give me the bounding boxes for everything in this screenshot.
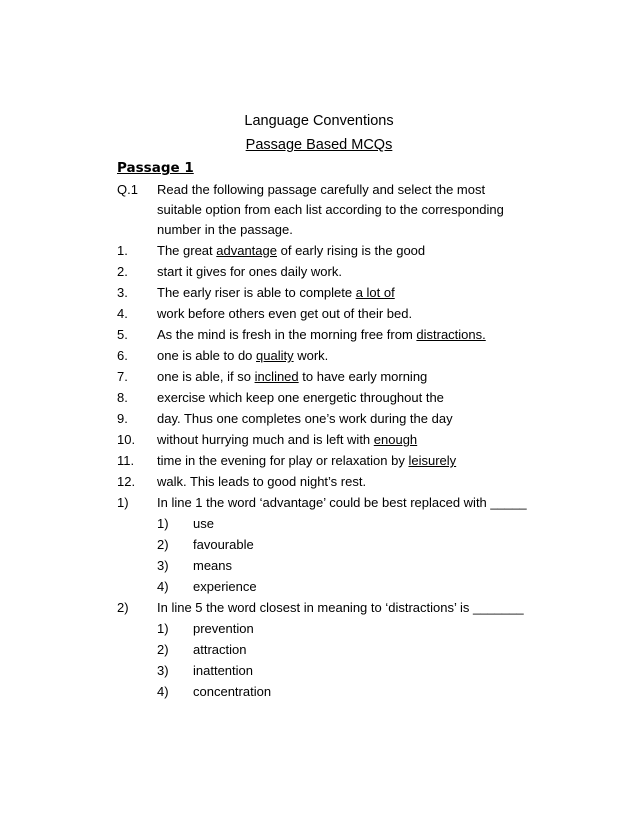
line-text: walk. This leads to good night’s rest. bbox=[157, 474, 367, 489]
line-text: time in the evening for play or relaxation by leisurely bbox=[157, 453, 457, 468]
line-text: The great advantage of early rising is the good bbox=[157, 243, 426, 258]
line-text: start it gives for ones daily work. bbox=[157, 264, 342, 279]
underlined-word: distractions. bbox=[416, 327, 486, 342]
underlined-word: quality bbox=[256, 348, 294, 363]
option-text: experience bbox=[193, 579, 257, 594]
line-number: 3. bbox=[117, 285, 128, 300]
option-number: 4) bbox=[157, 684, 169, 699]
line-number: 8. bbox=[117, 390, 128, 405]
line-number: 6. bbox=[117, 348, 128, 363]
instruction-number: Q.1 bbox=[117, 182, 138, 197]
line-number: 7. bbox=[117, 369, 128, 384]
option-number: 3) bbox=[157, 663, 169, 678]
page-subtitle bbox=[0, 137, 638, 153]
line-number: 10. bbox=[117, 432, 136, 447]
line-text: without hurrying much and is left with enough bbox=[157, 432, 418, 447]
page-title: Language Conventions bbox=[244, 113, 394, 129]
question-text: In line 5 the word closest in meaning to ‘distractions’ is _______ bbox=[157, 600, 524, 615]
underlined-word: leisurely bbox=[408, 453, 457, 468]
option-text: favourable bbox=[193, 537, 254, 552]
question-text: In line 1 the word ‘advantage’ could be best replaced with _____ bbox=[157, 495, 527, 510]
line-number: 4. bbox=[117, 306, 128, 321]
instruction-text: Read the following passage carefully and select the most bbox=[157, 182, 486, 197]
option-text: means bbox=[193, 558, 233, 573]
option-text: inattention bbox=[193, 663, 253, 678]
line-text: work before others even get out of their bed. bbox=[157, 306, 413, 321]
option-text: concentration bbox=[193, 684, 272, 699]
instruction-text: suitable option from each list according to the corresponding bbox=[157, 202, 504, 217]
underlined-word: inclined bbox=[254, 369, 299, 384]
option-number: 1) bbox=[157, 516, 169, 531]
underlined-word: enough bbox=[373, 432, 418, 447]
line-number: 9. bbox=[117, 411, 128, 426]
line-text: one is able, if so inclined to have early morning bbox=[157, 369, 428, 384]
line-number: 11. bbox=[117, 453, 135, 468]
question-number: 2) bbox=[117, 600, 129, 615]
passage-heading: Passage 1 bbox=[117, 160, 194, 176]
line-number: 2. bbox=[117, 264, 128, 279]
option-number: 1) bbox=[157, 621, 169, 636]
option-number: 2) bbox=[157, 642, 169, 657]
line-text: one is able to do quality work. bbox=[157, 348, 329, 363]
option-number: 3) bbox=[157, 558, 169, 573]
option-text: prevention bbox=[193, 621, 254, 636]
line-text: The early riser is able to complete a lot of bbox=[157, 285, 395, 300]
line-number: 1. bbox=[117, 243, 128, 258]
underlined-word: advantage bbox=[216, 243, 277, 258]
option-text: attraction bbox=[193, 642, 247, 657]
instruction-text: number in the passage. bbox=[157, 222, 293, 237]
underlined-word: a lot of bbox=[355, 285, 395, 300]
line-text: As the mind is fresh in the morning free from distractions. bbox=[157, 327, 486, 342]
line-text: exercise which keep one energetic throughout the bbox=[157, 390, 444, 405]
option-text: use bbox=[193, 516, 214, 531]
question-number: 1) bbox=[117, 495, 129, 510]
line-number: 5. bbox=[117, 327, 128, 342]
subtitle-text: Passage Based MCQs bbox=[245, 137, 393, 153]
option-number: 4) bbox=[157, 579, 169, 594]
line-text: day. Thus one completes one’s work during the day bbox=[157, 411, 453, 426]
line-number: 12. bbox=[117, 474, 136, 489]
option-number: 2) bbox=[157, 537, 169, 552]
